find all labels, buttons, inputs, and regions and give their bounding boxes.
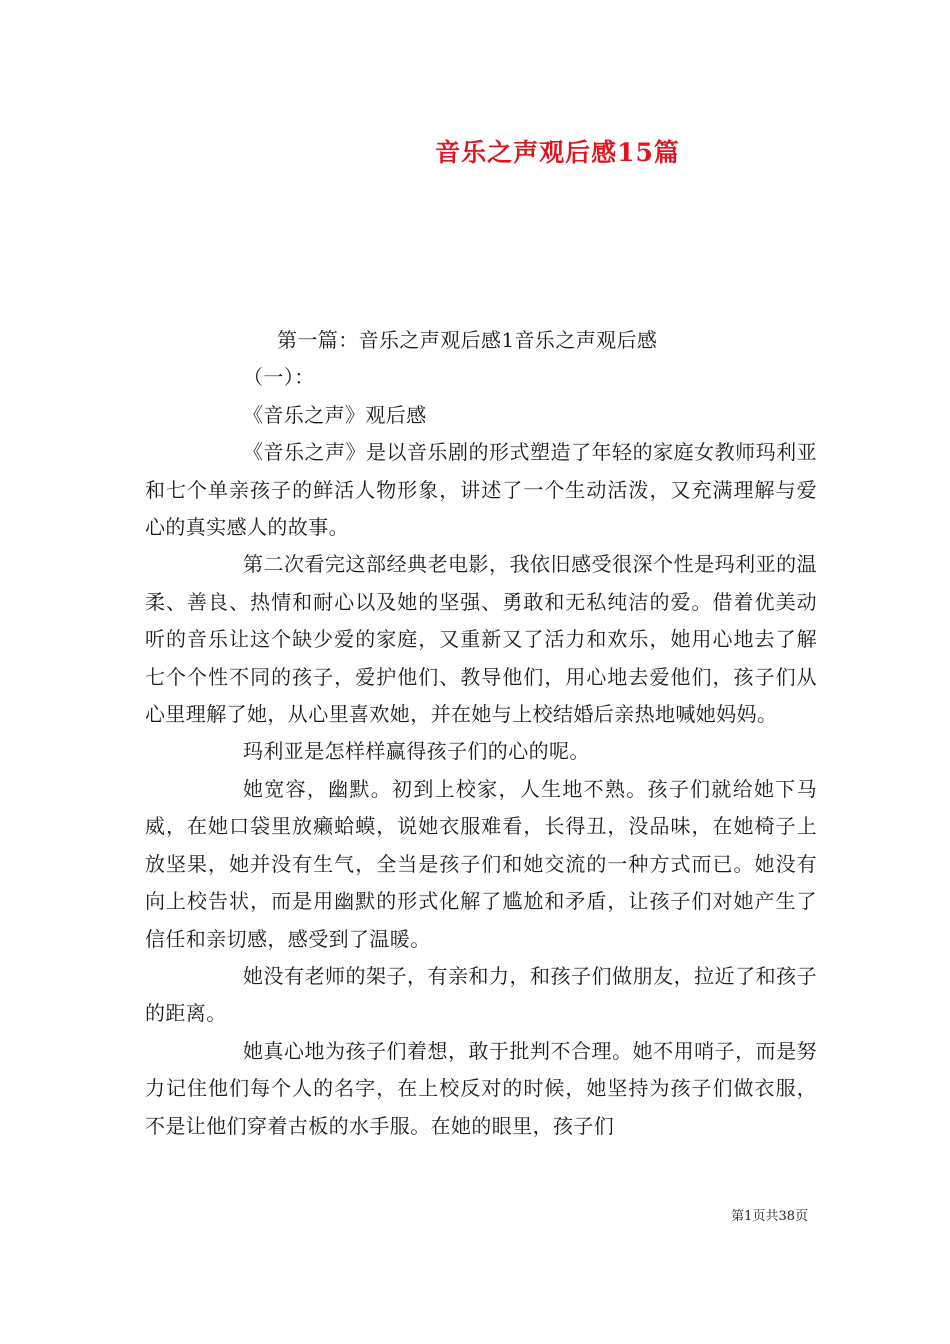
paragraph: 《音乐之声》是以音乐剧的形式塑造了年轻的家庭女教师玛利亚和七个单亲孩子的鲜活人物形象，讲述了一个生动活泼，又充满理解与爱心的真实感人的故事。 [145, 440, 817, 540]
paragraph: 玛利亚是怎样样赢得孩子们的心的呢。 [243, 739, 590, 764]
paragraph: 她宽容，幽默。初到上校家，人生地不熟。孩子们就给她下马威，在她口袋里放癞蛤蟆，说她衣服难看，长得丑，没品味，在她椅子上放坚果，她并没有生气，全当是孩子们和她交流的一种方式而已。她没有向上校告状，而是用幽默的形式化解了尴尬和矛盾，让孩子们对她产生了信任和亲切感，感受到了温暖。 [145, 776, 817, 951]
document-body [145, 322, 817, 1145]
paragraph: 她没有老师的架子，有亲和力，和孩子们做朋友，拉近了和孩子的距离。 [145, 963, 817, 1026]
page-number-footer: 第1页共38页 [731, 1209, 808, 1224]
paragraph-chapter-heading: 第一篇：音乐之声观后感1音乐之声观后感 [277, 328, 658, 352]
paragraph: 她真心地为孩子们着想，敢于批判不合理。她不用哨子，而是努力记住他们每个人的名字，在上校反对的时候，她坚持为孩子们做衣服，不是让他们穿着古板的水手服。在她的眼里，孩子们 [145, 1038, 817, 1138]
paragraph-subtitle: 《音乐之声》观后感 [243, 402, 427, 427]
document-title: 音乐之声观后感15篇 [435, 138, 680, 167]
paragraph-section-label: （一）： [243, 365, 315, 390]
paragraph: 第二次看完这部经典老电影，我依旧感受很深个性是玛利亚的温柔、善良、热情和耐心以及她的坚强、勇敢和无私纯洁的爱。借着优美动听的音乐让这个缺少爱的家庭，又重新又了活力和欢乐，她用心地去了解七个个性不同的孩子，爱护他们、教导他们，用心地去爱他们，孩子们从心里理解了她，从心里喜欢她，并在她与上校结婚后亲热地喊她妈妈。 [145, 552, 817, 727]
